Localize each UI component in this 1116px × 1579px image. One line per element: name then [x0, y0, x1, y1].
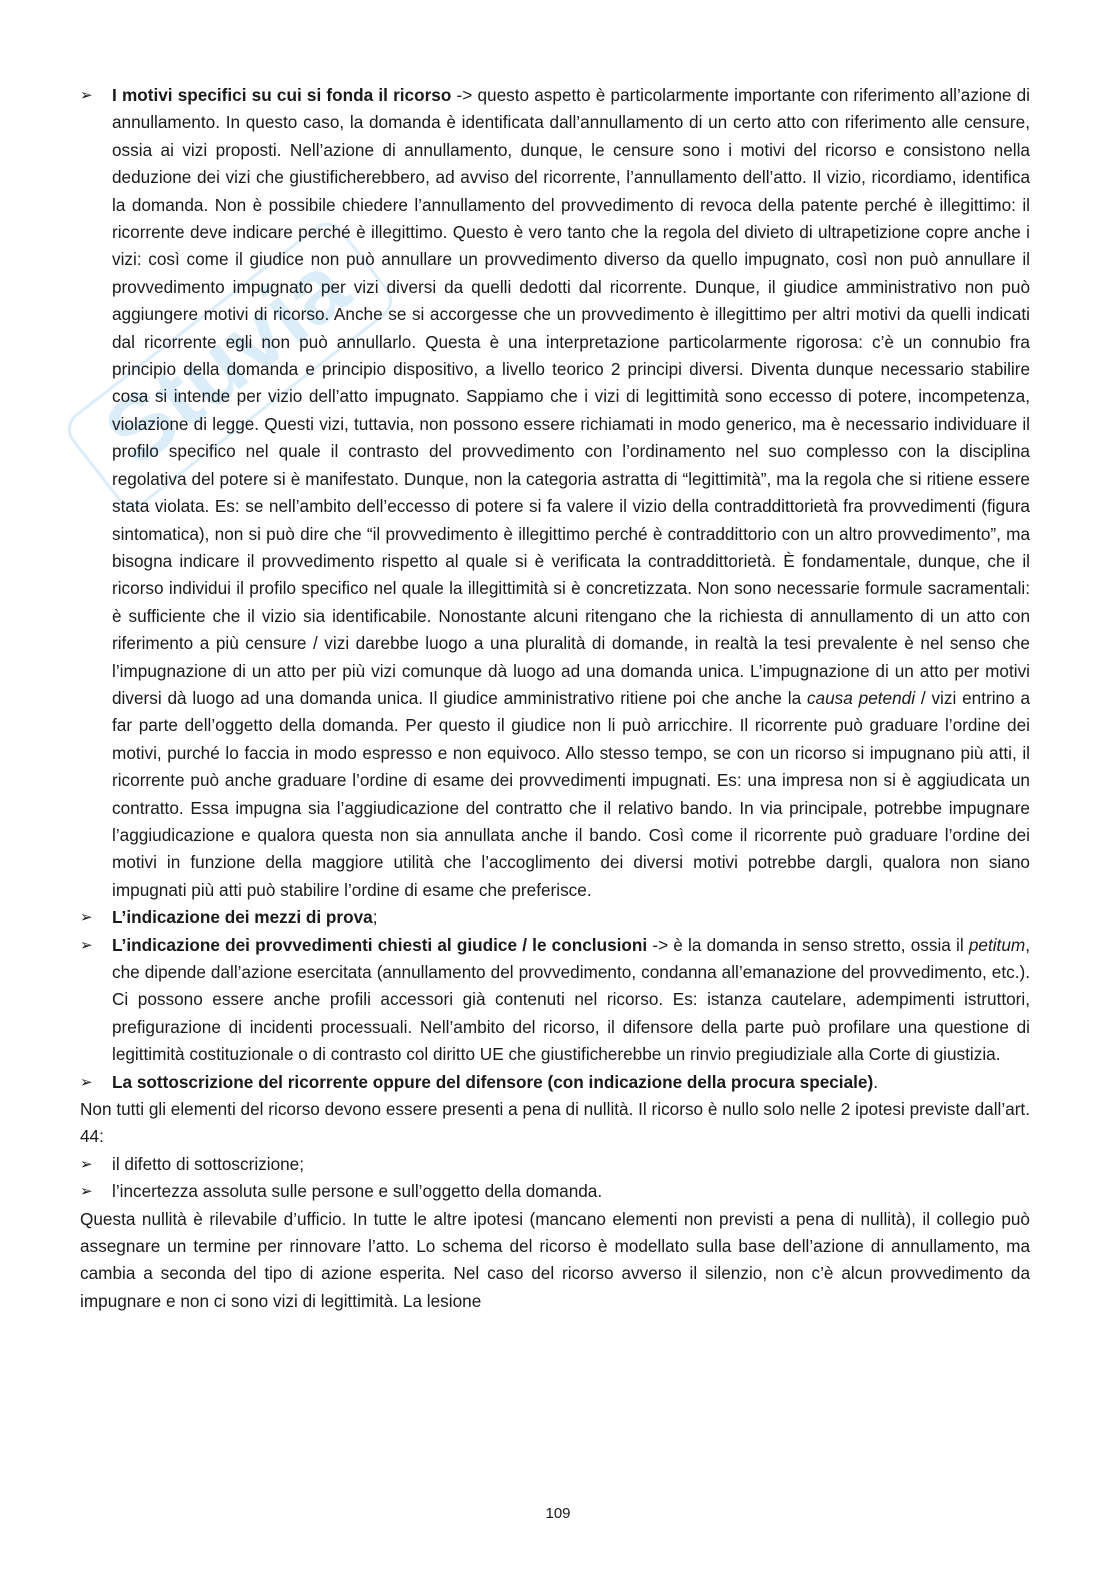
item-text: -> è la domanda in senso stretto, ossia il	[647, 934, 969, 955]
arrow-bullet-icon: ➢	[80, 909, 93, 927]
sublist-text: il difetto di sottoscrizione;	[112, 1153, 305, 1174]
item-heading: La sottoscrizione del ricorrente oppure del difensore (con indicazione della procura speciale)	[112, 1071, 874, 1092]
item-text-cont: / vizi entrino a far parte dell’oggetto della domanda. Per questo il giudice non li può arricchire. Il ricorrente può graduare l’ordine dei motivi, purché lo faccia in modo espresso e non equivoco. Allo stesso tempo, se con un ricorso si impugnano più atti, il ricorrente può anche graduare l’ordine di esame dei provvedimenti impugnati. Es: una impresa non si è aggiudicata un contratto. Essa impugna sia l’aggiudicazione del contratto che il relativo bando. In via principale, potrebbe impugnare l’aggiudicazione e qualora questa non sia annullata anche il bando. Così come il ricorrente può graduare l’ordine dei motivi in funzione della maggiore utilità che l’accoglimento dei diversi motivi potrebbe dargli, qualora non siano impugnati più atti può stabilire l’ordine di esame che preferisce.	[112, 687, 1031, 900]
document-body	[80, 82, 1030, 1315]
item-text-cont: , che dipende dall’azione esercitata (annullamento del provvedimento, condanna all’emanazione del provvedimento, etc.). Ci possono essere anche profili accessori già contenuti nel ricorso. Es: istanza cautelare, adempimenti istruttori, prefigurazione di incidenti processuali. Nell’ambito del ricorso, il difensore della parte può profilare una questione di legittimità costituzionale o di contrasto col diritto UE che giustificherebbe un rinvio pregiudiziale alla Corte di giustizia.	[112, 934, 1030, 1065]
item-heading: L’indicazione dei mezzi di prova	[112, 907, 373, 928]
page-number: 109	[545, 1505, 571, 1522]
list-item	[80, 904, 1030, 931]
paragraph: Questa nullità è rilevabile d’ufficio. In tutte le altre ipotesi (mancano elementi non previsti a pena di nullità), il collegio può assegnare un termine per rinnovare l’atto. Lo schema del ricorso è modellato sulla base dell’azione di annullamento, ma cambia a seconda del tipo di azione esperita. Nel caso del ricorso avverso il silenzio, non c’è alcun provvedimento da impugnare e non ci sono vizi di legittimità. La lesione	[80, 1208, 1030, 1311]
arrow-bullet-icon: ➢	[80, 936, 93, 954]
item-text: ;	[372, 907, 378, 928]
list-item	[80, 1069, 1030, 1096]
watermark-text: Stuvia	[86, 235, 367, 486]
item-text: -> questo aspetto è particolarmente importante con riferimento all’azione di annullamento. In questo caso, la domanda è identificata dall’annullamento di un certo atto con riferimento alle censure, ossia ai vizi proposti. Nell’azione di annullamento, dunque, le censure sono i motivi del ricorso e consistono nella deduzione dei vizi che giustificherebbero, ad avviso del ricorrente, l’annullamento dell’atto. Il vizio, ricordiamo, identifica la domanda. Non è possibile chiedere l’annullamento del provvedimento di revoca della patente perché è illegittimo: il ricorrente deve indicare perché è illegittimo. Questo è vero tanto che la regola del divieto di ultrapetizione copre anche i vizi: così come il giudice non può annullare un provvedimento diverso da quello impugnato, così non può annullare il provvedimento impugnato per vizi diversi da quelli dedotti dal ricorrente. Dunque, il giudice amministrativo non può aggiungere motivi di ricorso. Anche se si accorgesse che un provvedimento è illegittimo per altri motivi da quelli indicati dal ricorrente egli non può annullarlo. Questa è una interpretazione particolarmente rigorosa: c’è un connubio fra principio della domanda e principio dispositivo, a livello teorico 2 principi diversi. Diventa dunque necessario stabilire cosa si intende per vizio dell’atto impugnato. Sappiamo che i vizi di legittimità sono eccesso di potere, incompetenza, violazione di legge. Questi vizi, tuttavia, non possono essere richiamati in modo generico, ma è necessario individuare il profilo specifico nel quale il contrasto del provvedimento con l’ordinamento nel suo complesso con la disciplina regolativa del potere si è manifestato. Dunque, non la categoria astratta di “legittimità”, ma la regola che si ritiene essere stata violata. Es: se nell’ambito dell’eccesso di potere si fa valere il vizio della contraddittorietà fra provvedimenti (figura sintomatica), non si può dire che “il provvedimento è illegittimo perché è contraddittorio con un altro provvedimento”, ma bisogna indicare il provvedimento rispetto al quale si è verificata la contraddittorietà. È fondamentale, dunque, che il ricorso individui il profilo specifico nel quale la illegittimità si è concretizzata. Non sono necessarie formule sacramentali: è sufficiente che il vizio sia identificabile. Nonostante alcuni ritengano che la richiesta di annullamento di un atto con riferimento a più censure / vizi darebbe luogo a una pluralità di domande, in realtà la tesi prevalente è nel senso che l’impugnazione di un atto per più vizi comunque dà luogo ad una domanda unica. L’impugnazione di un atto per motivi diversi dà luogo ad una domanda unica. Il giudice amministrativo ritiene poi che anche la	[112, 85, 1030, 708]
item-italic: causa petendi	[806, 687, 916, 708]
sublist-text: l’incertezza assoluta sulle persone e sull’oggetto della domanda.	[112, 1181, 603, 1202]
item-heading: I motivi specifici su cui si fonda il ricorso	[112, 85, 452, 105]
list-item	[80, 82, 1030, 904]
arrow-bullet-icon: ➢	[80, 1073, 93, 1091]
paragraph: Non tutti gli elementi del ricorso devono essere presenti a pena di nullità. Il ricorso è nullo solo nelle 2 ipotesi previste dall’art. 44:	[80, 1099, 1030, 1147]
item-text: .	[873, 1071, 878, 1092]
list-item	[80, 932, 1030, 1069]
arrow-bullet-icon: ➢	[80, 1183, 93, 1201]
arrow-bullet-icon: ➢	[80, 87, 93, 104]
sublist-item	[80, 1151, 1030, 1178]
item-italic: petitum	[968, 934, 1026, 955]
arrow-bullet-icon: ➢	[80, 1155, 93, 1173]
sublist-item	[80, 1178, 1030, 1205]
item-heading: L’indicazione dei provvedimenti chiesti al giudice / le conclusioni	[112, 934, 648, 955]
